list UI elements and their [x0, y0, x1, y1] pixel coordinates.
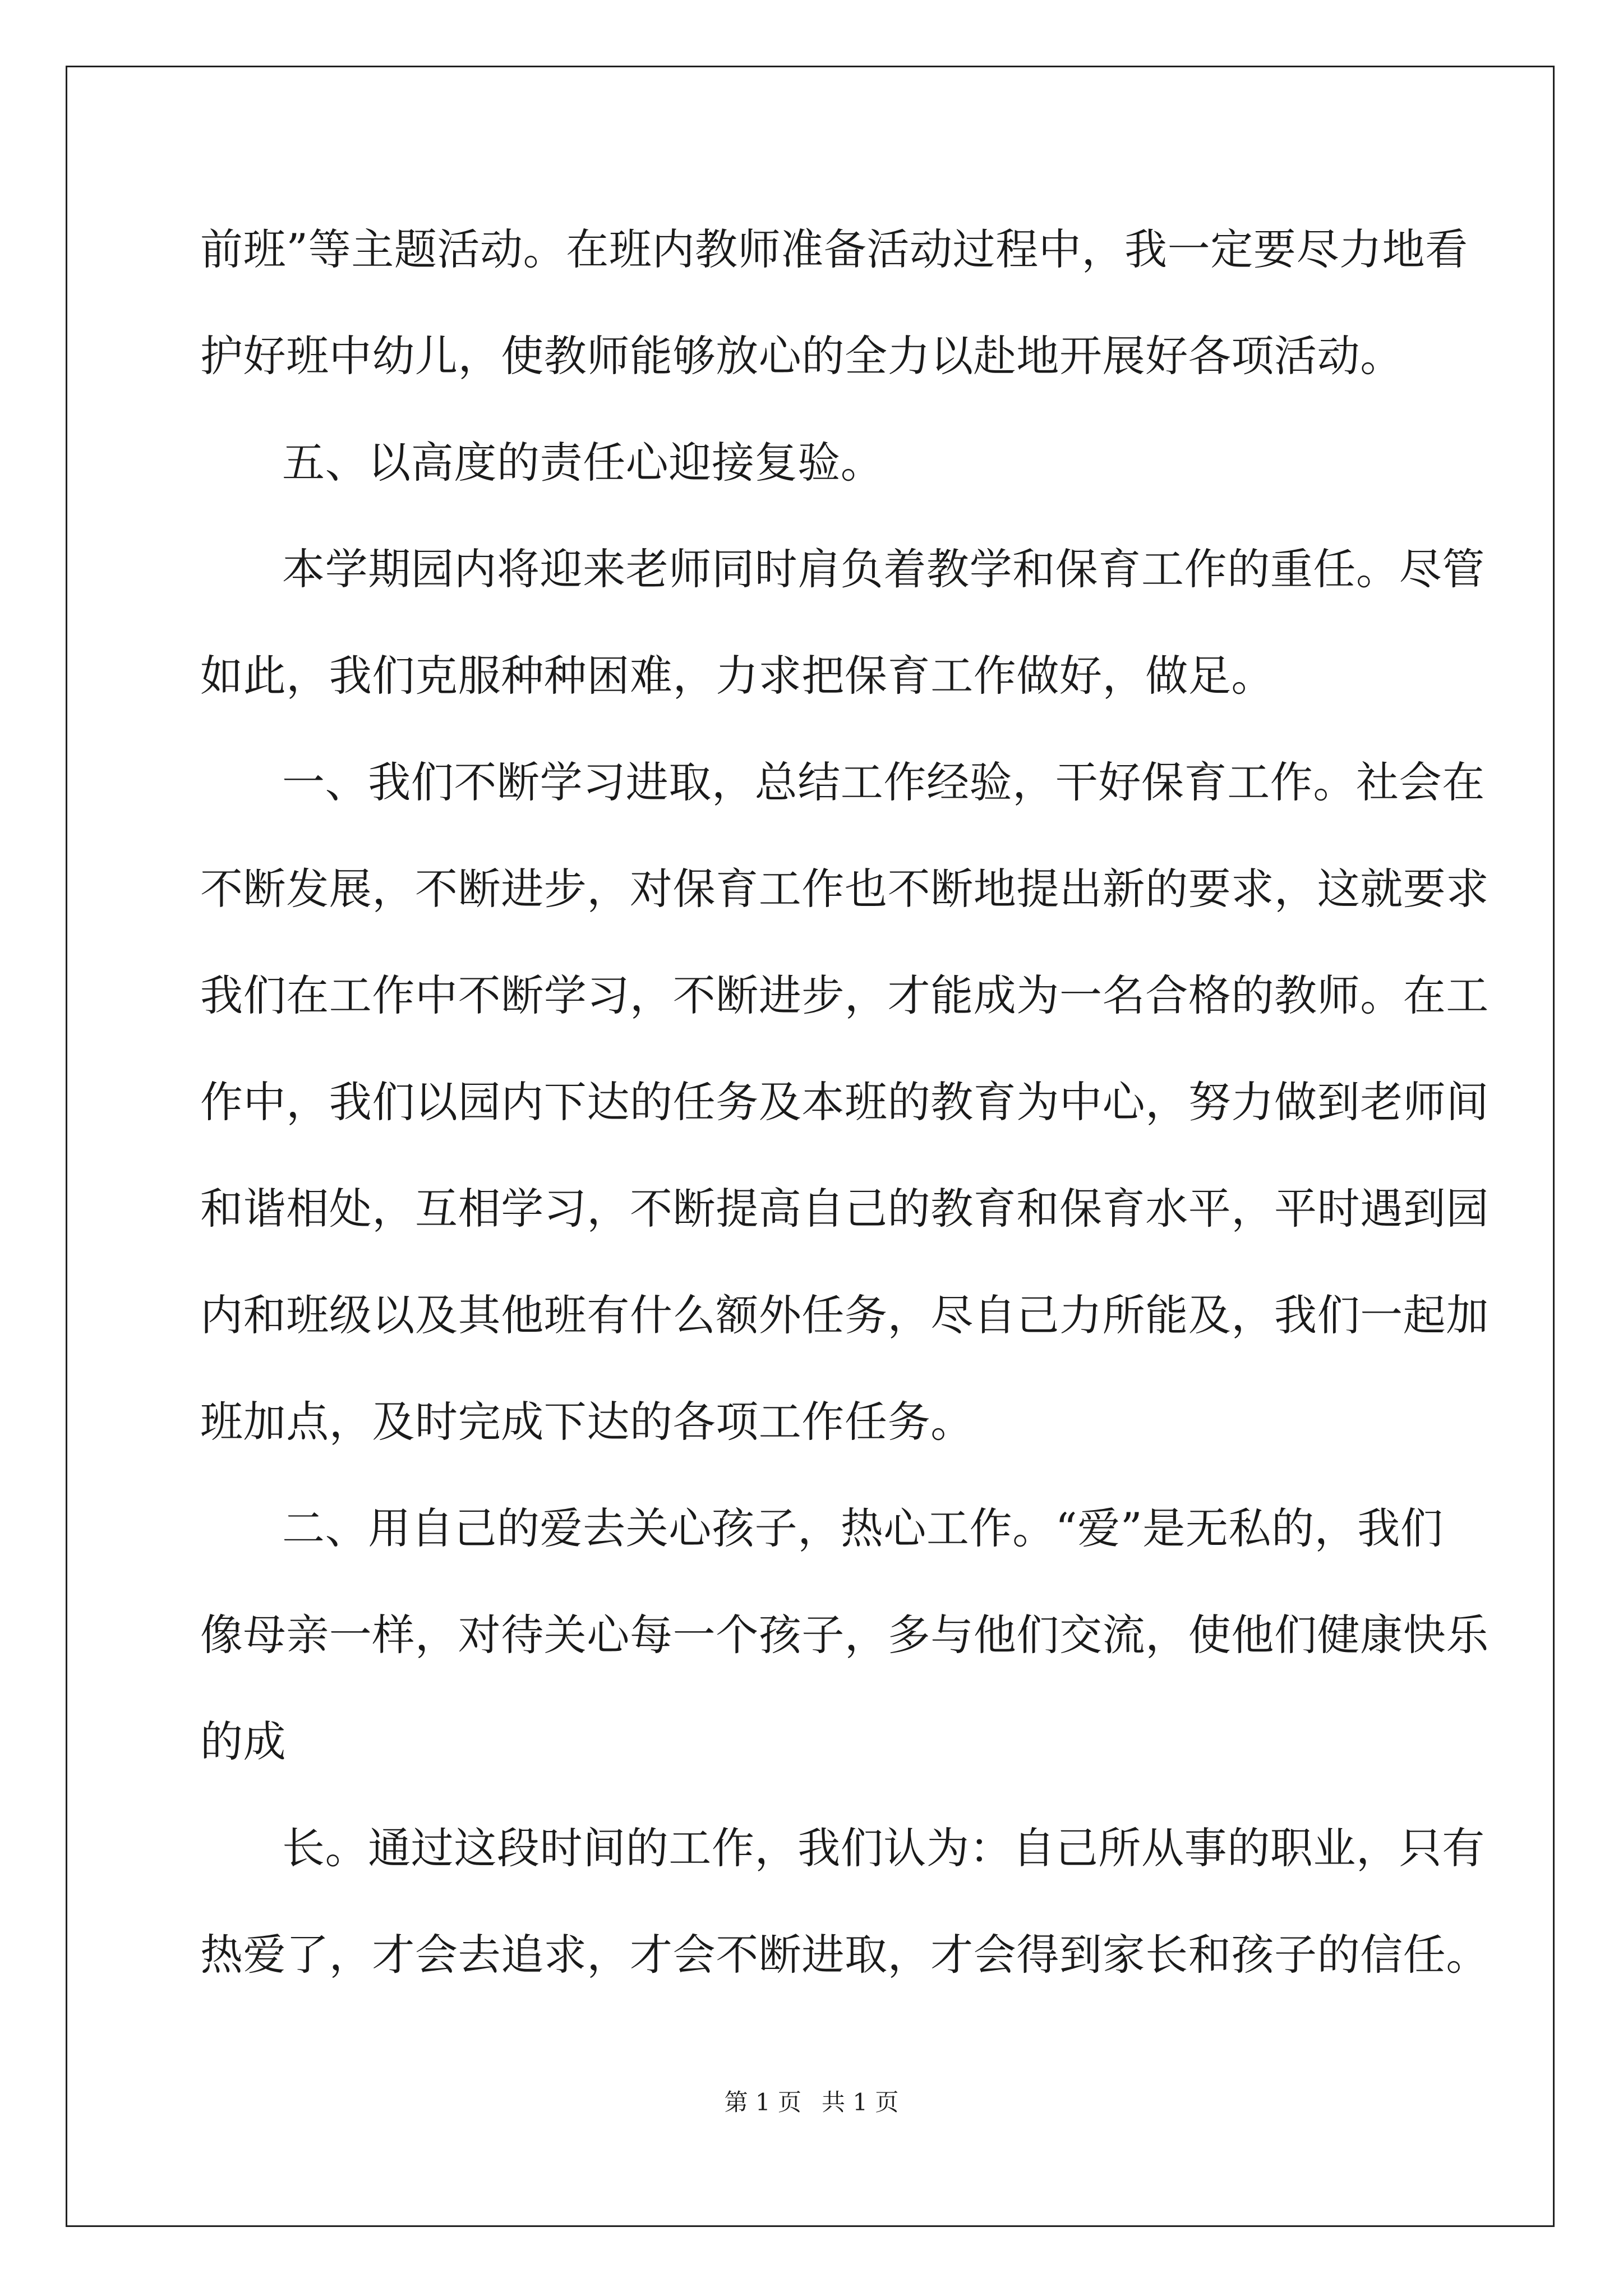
text-line: 护好班中幼儿，使教师能够放心的全力以赴地开展好各项活动。: [200, 331, 1403, 381]
text-line: 本学期园内将迎来老师同时肩负着教学和保育工作的重任。尽管: [282, 544, 1485, 594]
text-line: 前班”等主题活动。在班内教师准备活动过程中，我一定要尽力地看: [200, 224, 1468, 274]
text-line: 我们在工作中不断学习，不断进步，才能成为一名合格的教师。在工: [200, 970, 1489, 1020]
text-line: 一、我们不断学习进取，总结工作经验，干好保育工作。社会在: [282, 757, 1485, 807]
text-line: 像母亲一样，对待关心每一个孩子，多与他们交流，使他们健康快乐: [200, 1610, 1489, 1660]
text-line: 如此，我们克服种种困难，力求把保育工作做好，做足。: [200, 651, 1274, 701]
page-number: 第 1 页: [724, 2088, 801, 2116]
page-border: [66, 66, 1555, 2227]
page-footer: [0, 2086, 1623, 2119]
section-heading: 五、以高度的责任心迎接复验。: [282, 438, 884, 487]
text-line: 内和班级以及其他班有什么额外任务，尽自己力所能及，我们一起加: [200, 1290, 1489, 1340]
text-line: 班加点，及时完成下达的各项工作任务。: [200, 1397, 974, 1447]
text-line: 长。通过这段时间的工作，我们认为：自己所从事的职业，只有: [282, 1823, 1485, 1873]
text-line: 不断发展，不断进步，对保育工作也不断地提出新的要求，这就要求: [200, 864, 1489, 914]
page-total: 共 1 页: [822, 2088, 899, 2116]
text-line: 作中，我们以园内下达的任务及本班的教育为中心，努力做到老师间: [200, 1077, 1489, 1127]
text-line: 的成: [200, 1717, 287, 1766]
text-line: 二、用自己的爱去关心孩子，热心工作。“爱”是无私的，我们: [282, 1503, 1444, 1553]
text-line: 和谐相处，互相学习，不断提高自己的教育和保育水平，平时遇到园: [200, 1184, 1489, 1234]
text-line: 热爱了，才会去追求，才会不断进取，才会得到家长和孩子的信任。: [200, 1930, 1489, 1980]
